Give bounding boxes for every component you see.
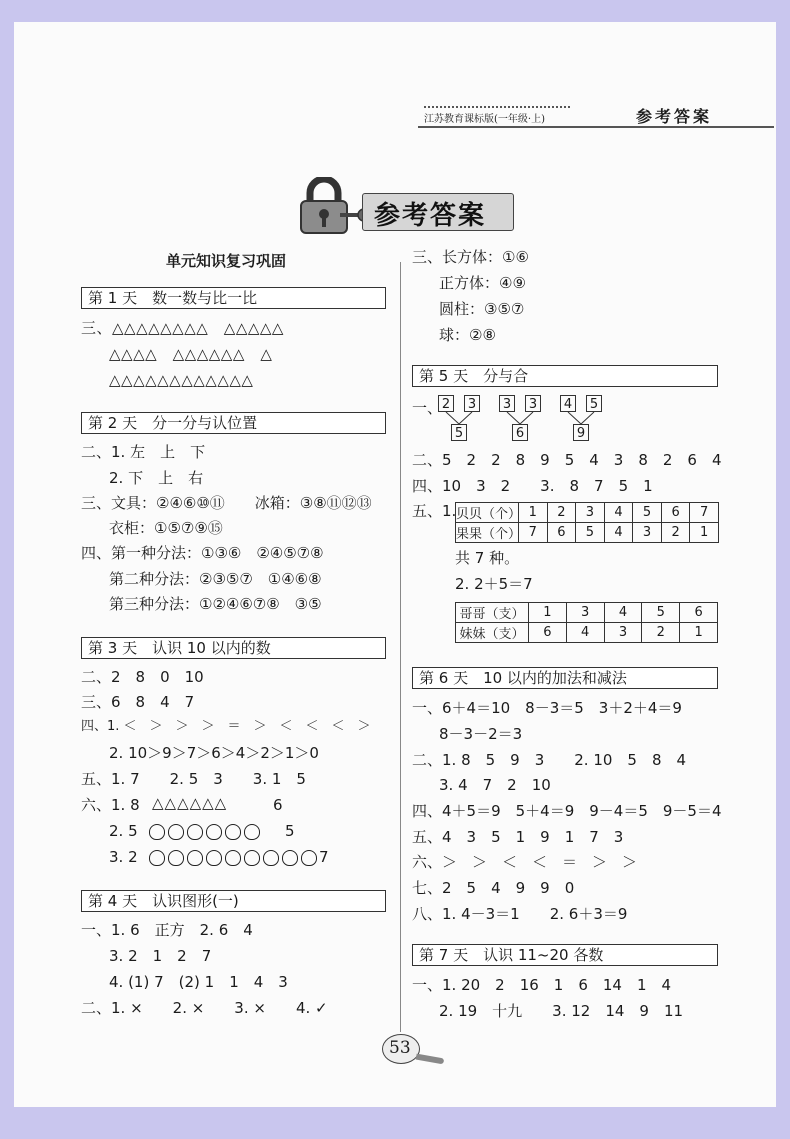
triangles-drawing: △△△△△△ [152, 794, 228, 812]
day5-line5-label: 五、1. [412, 502, 457, 520]
day2-line5: 四、第一种分法：①③⑥ ②④⑤⑦⑧ [81, 544, 324, 562]
right-line1: 三、长方体：①⑥ [412, 248, 529, 266]
day1-line2: △△△△ △△△△△△ △ [109, 345, 273, 363]
day6-line3: 二、1. 8 5 9 3 2. 10 5 8 4 [412, 751, 687, 769]
page-number: 53 [389, 1038, 411, 1058]
day3-line4: 2. 10＞9＞7＞6＞4＞2＞1＞0 [109, 744, 319, 762]
unit-title: 单元知识复习巩固 [166, 252, 287, 270]
day2-line1: 二、1. 左 上 下 [81, 443, 206, 461]
pen-split-table [455, 602, 718, 643]
split-box: 3 [525, 395, 541, 412]
split-box: 5 [586, 395, 602, 412]
day3-line5: 五、1. 7 2. 5 3 3. 1 5 [81, 770, 306, 788]
apple-icon [225, 850, 241, 866]
table-cell: 2 [661, 523, 690, 543]
split-box: 3 [499, 395, 515, 412]
table-cell: 1 [680, 623, 718, 643]
day3-line8-count: 7 [319, 848, 329, 866]
table-cell: 贝贝（个） [456, 503, 519, 523]
table-cell: 4 [566, 623, 604, 643]
apple-icon [263, 850, 279, 866]
day3-line7-label: 2. 5 [109, 822, 138, 840]
day6-line5: 四、4＋5＝9 5＋4＝9 9－4＝5 9－5＝4 [412, 802, 722, 820]
split-box: 3 [464, 395, 480, 412]
heart-icon [225, 824, 241, 840]
apples-drawing [149, 847, 320, 866]
table-cell: 6 [680, 603, 718, 623]
table-cell: 1 [529, 603, 567, 623]
table-cell: 2 [642, 623, 680, 643]
day3-line1: 二、2 8 0 10 [81, 668, 204, 686]
heart-icon [187, 824, 203, 840]
table-cell: 5 [633, 503, 662, 523]
day1-line1: 三、△△△△△△△△ △△△△△ [81, 319, 284, 337]
header-title: 参考答案 [636, 107, 713, 126]
day4-line4: 二、1. × 2. × 3. × 4. ✓ [81, 999, 328, 1017]
apple-icon [244, 850, 260, 866]
table-cell: 3 [604, 623, 642, 643]
sum-box: 6 [512, 424, 528, 441]
table-cell: 6 [661, 503, 690, 523]
day7-header: 第 7 天 认识 11~20 各数 [412, 944, 718, 966]
day5-line4: 四、10 3 2 3. 8 7 5 1 [412, 477, 653, 495]
header-dotted-line [424, 106, 570, 108]
apple-icon [168, 850, 184, 866]
header-book-edition: 江苏教育课标版(一年级·上) [424, 114, 545, 125]
heart-icon [149, 824, 165, 840]
column-divider [400, 262, 401, 1032]
table-cell: 4 [604, 503, 633, 523]
hearts-drawing [149, 821, 263, 840]
apple-icon [301, 850, 317, 866]
day3-line8-label: 3. 2 [109, 848, 138, 866]
day4-line3: 4. (1) 7 (2) 1 1 4 3 [109, 973, 288, 991]
day2-line3: 三、文具：②④⑥⑩⑪ 冰箱：③⑧⑪⑫⑬ [81, 494, 372, 512]
heart-icon [244, 824, 260, 840]
day3-line6-label: 六、1. 8 [81, 796, 140, 814]
apple-icon [206, 850, 222, 866]
day3-line2: 三、6 8 4 7 [81, 693, 195, 711]
day7-line1: 一、1. 20 2 16 1 6 14 1 4 [412, 976, 672, 994]
table-cell: 7 [519, 523, 548, 543]
table-row [456, 523, 719, 543]
day5-count-note: 共 7 种。 [455, 549, 520, 567]
sum-box: 5 [451, 424, 467, 441]
table-cell: 6 [529, 623, 567, 643]
day3-line7-count: 5 [285, 822, 295, 840]
table-row [456, 603, 718, 623]
lock-icon [296, 177, 352, 235]
table-cell: 3 [633, 523, 662, 543]
banner-title: 参考答案 [374, 201, 487, 231]
day6-header: 第 6 天 10 以内的加法和减法 [412, 667, 718, 689]
day3-line3: 四、1. ＜ ＞ ＞ ＞ ＝ ＞ ＜ ＜ ＜ ＞ [81, 719, 371, 734]
day6-line9: 八、1. 4－3＝1 2. 6＋3＝9 [412, 905, 628, 923]
day6-line6: 五、4 3 5 1 9 1 7 3 [412, 828, 624, 846]
day4-line2: 3. 2 1 2 7 [109, 947, 212, 965]
day6-line7: 六、＞ ＞ ＜ ＜ ＝ ＞ ＞ [412, 853, 638, 871]
day5-equation: 2. 2＋5＝7 [455, 575, 533, 593]
day3-header: 第 3 天 认识 10 以内的数 [81, 637, 386, 659]
day4-header: 第 4 天 认识图形(一) [81, 890, 386, 912]
day5-header: 第 5 天 分与合 [412, 365, 718, 387]
table-cell: 4 [604, 603, 642, 623]
day2-line2: 2. 下 上 右 [109, 469, 204, 487]
table-cell: 3 [566, 603, 604, 623]
header-rule [418, 126, 774, 128]
apple-icon [187, 850, 203, 866]
table-cell: 1 [519, 503, 548, 523]
apple-icon [282, 850, 298, 866]
table-cell: 果果（个） [456, 523, 519, 543]
table-cell: 5 [642, 603, 680, 623]
table-cell: 4 [604, 523, 633, 543]
fruit-split-table [455, 502, 719, 543]
day6-line8: 七、2 5 4 9 9 0 [412, 879, 575, 897]
day2-line7: 第三种分法：①②④⑥⑦⑧ ③⑤ [109, 595, 322, 613]
day6-line1: 一、6＋4＝10 8－3＝5 3＋2＋4＝9 [412, 699, 682, 717]
split-box: 4 [560, 395, 576, 412]
day1-line3: △△△△△△△△△△△△ [109, 371, 254, 389]
day7-line2: 2. 19 十九 3. 12 14 9 11 [439, 1002, 684, 1020]
table-cell: 妹妹（支） [456, 623, 529, 643]
table-cell: 哥哥（支） [456, 603, 529, 623]
day5-line2: 二、5 2 2 8 9 5 4 3 8 2 6 4 [412, 451, 722, 469]
table-cell: 1 [690, 523, 719, 543]
table-cell: 6 [547, 523, 576, 543]
heart-icon [168, 824, 184, 840]
right-line3: 圆柱：③⑤⑦ [439, 300, 525, 318]
sum-box: 9 [573, 424, 589, 441]
table-cell: 5 [576, 523, 605, 543]
pencil-icon [416, 1054, 445, 1065]
day6-line2: 8－3－2＝3 [439, 725, 523, 743]
day4-line1: 一、1. 6 正方 2. 6 4 [81, 921, 253, 939]
heart-icon [206, 824, 222, 840]
day6-line4: 3. 4 7 2 10 [439, 776, 551, 794]
table-cell: 7 [690, 503, 719, 523]
right-line4: 球：②⑧ [439, 326, 496, 344]
day2-header: 第 2 天 分一分与认位置 [81, 412, 386, 434]
day2-line6: 第二种分法：②③⑤⑦ ①④⑥⑧ [109, 570, 322, 588]
table-cell: 2 [547, 503, 576, 523]
apple-icon [149, 850, 165, 866]
split-box: 2 [438, 395, 454, 412]
table-row [456, 623, 718, 643]
banner [296, 177, 514, 239]
right-line2: 正方体：④⑨ [439, 274, 526, 292]
day1-header: 第 1 天 数一数与比一比 [81, 287, 386, 309]
day3-line6-count: 6 [273, 796, 283, 814]
answer-page [14, 22, 776, 1107]
day5-label-one: 一、 [412, 399, 443, 417]
table-cell: 3 [576, 503, 605, 523]
day2-line4: 衣柜：①⑤⑦⑨⑮ [109, 519, 223, 537]
table-row [456, 503, 719, 523]
